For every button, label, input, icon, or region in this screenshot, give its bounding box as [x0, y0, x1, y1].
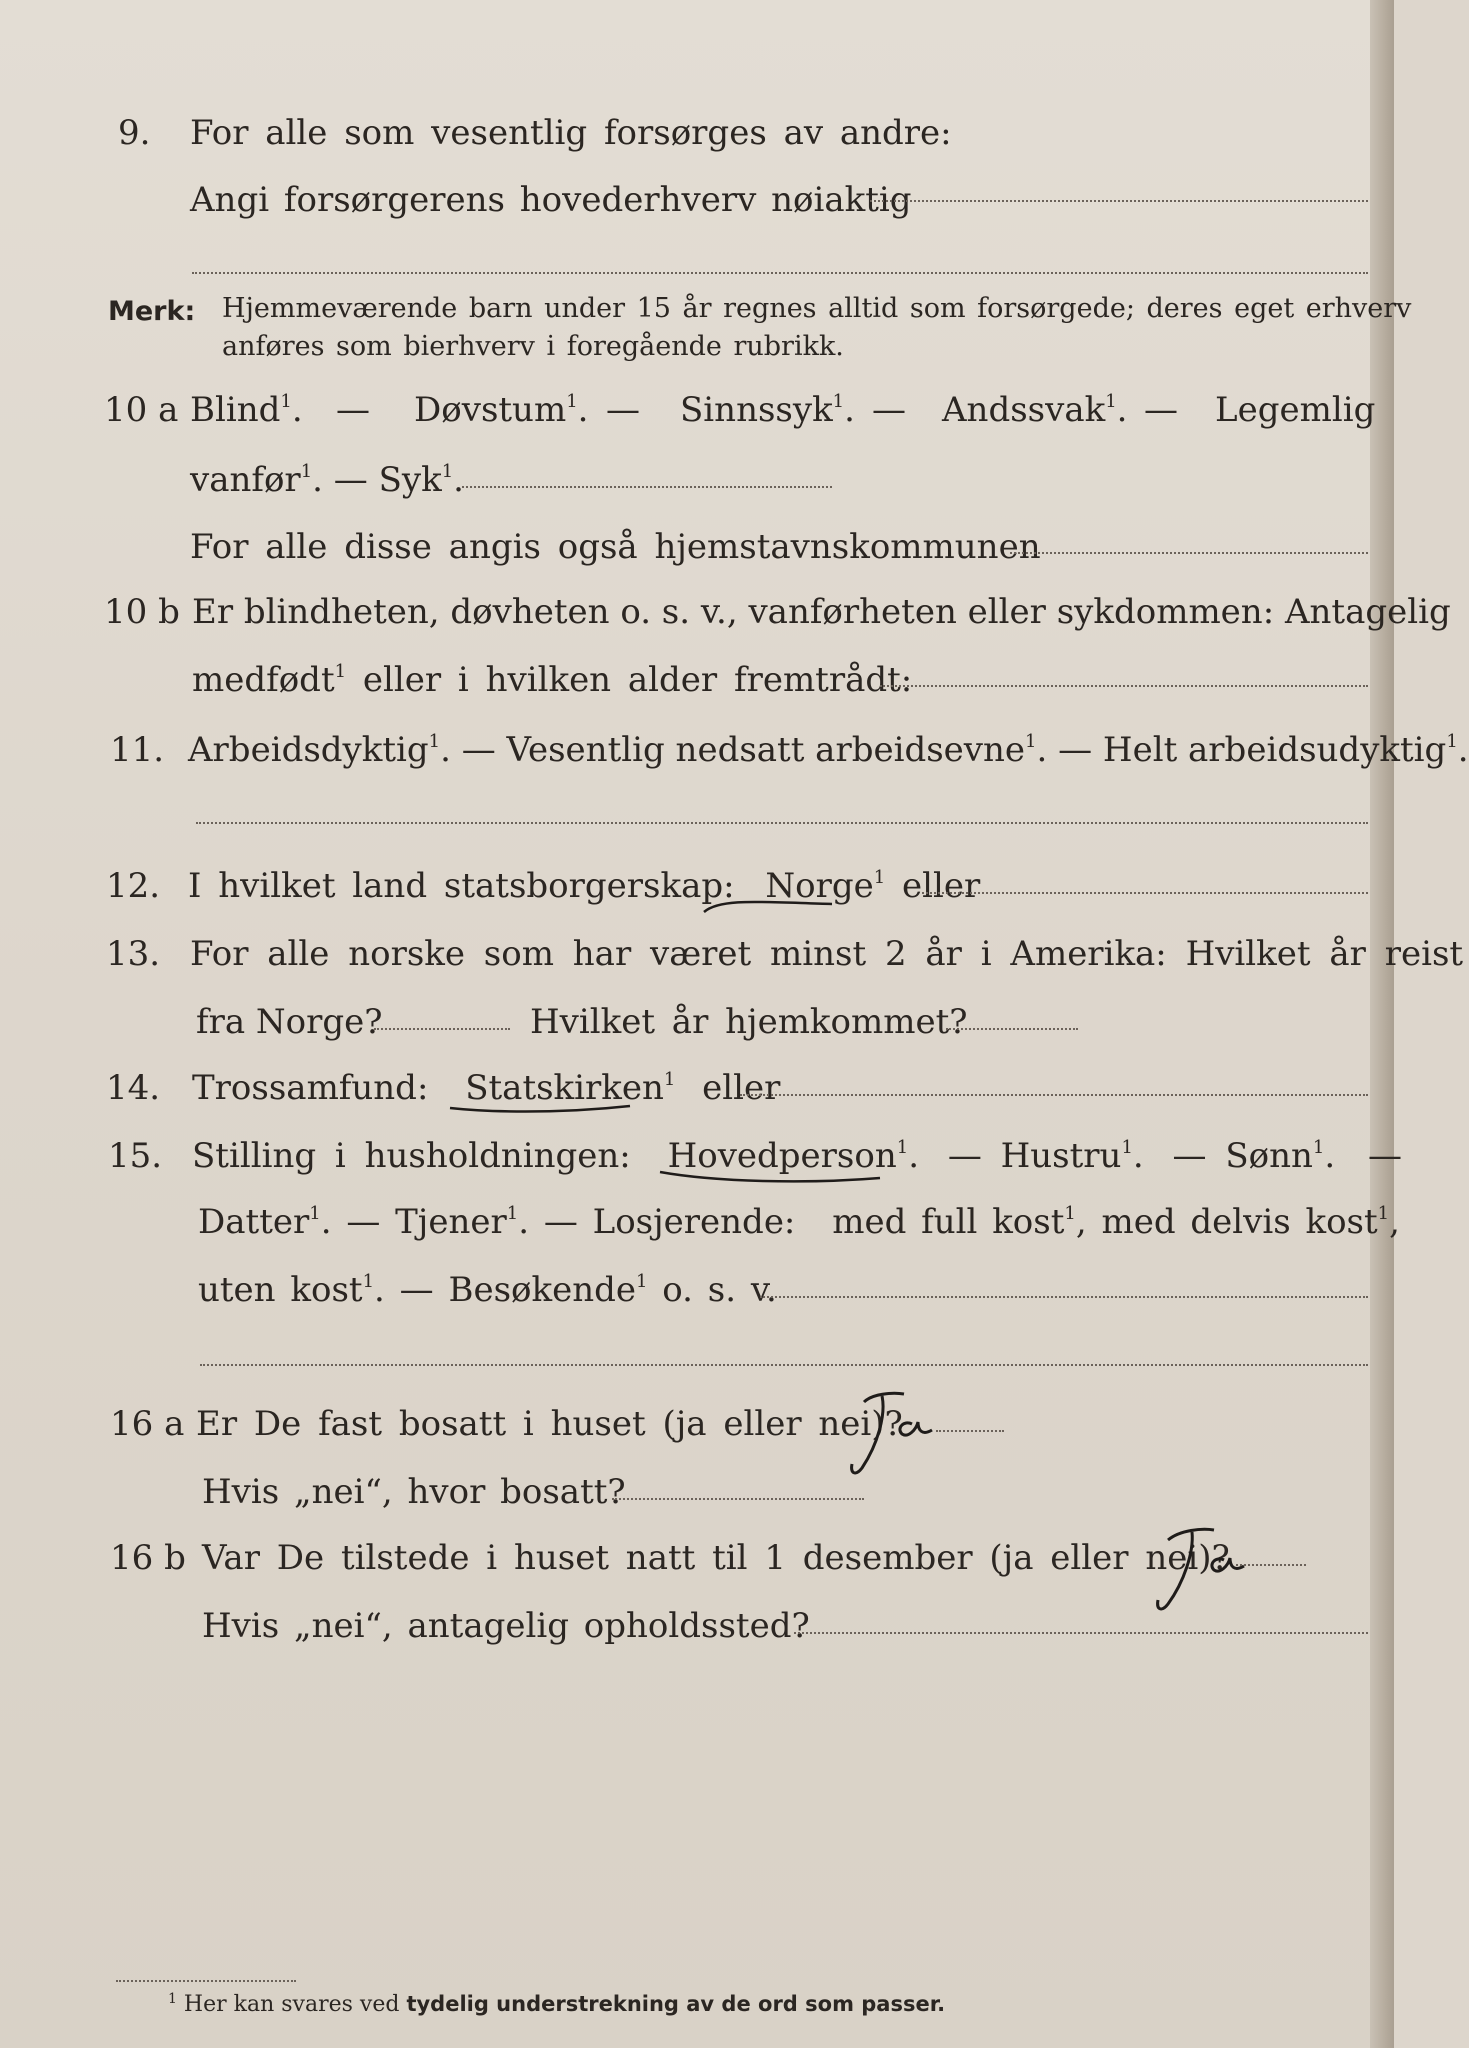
q16b-handwritten-answer — [1148, 1520, 1260, 1620]
q10a-vanfor: vanfør$^1$. — Syk$^1$. — [190, 460, 464, 500]
q11-continuation-line[interactable] — [196, 822, 1368, 824]
merk-label: Merk: — [108, 296, 196, 327]
q10a-legemlig: Legemlig — [1215, 390, 1376, 430]
q10a-dash: — — [606, 390, 640, 430]
q10a-blind: Blind$^1$. — [190, 390, 303, 430]
q13-part2: Hvilket år hjemkommet? — [530, 1002, 968, 1042]
q16b-opholdssted-answer-line[interactable] — [794, 1632, 1368, 1634]
q9-line1: For alle som vesentlig forsørges av andre: — [190, 113, 952, 153]
q13-reist-answer-line[interactable] — [374, 1028, 510, 1030]
q12-line: I hvilket land statsborgerskap: Norge$^1$ eller — [188, 866, 981, 906]
q16a-answer-line[interactable] — [936, 1430, 1004, 1432]
q15-line2: Datter$^1$. — Tjener$^1$. — Losjerende: med full kost$^1$, med delvis kost$^1$, — [198, 1202, 1400, 1242]
q15-number: 15. — [108, 1136, 163, 1176]
q16b-number: 16 b — [110, 1538, 186, 1578]
q10b-line1: Er blindheten, døvheten o. s. v., vanførheten eller sykdommen: Antagelig — [192, 592, 1451, 632]
q10b-line2: medfødt$^1$ eller i hvilken alder fremtrådt: — [192, 660, 913, 700]
q14-underline-stroke — [446, 1090, 636, 1120]
q12-underline-stroke — [700, 888, 840, 918]
q13-hjemkommet-answer-line[interactable] — [946, 1028, 1078, 1030]
q13-part1: fra Norge? — [196, 1002, 383, 1042]
q10b-answer-line[interactable] — [880, 685, 1368, 687]
q16a-number: 16 a — [110, 1404, 185, 1444]
q10a-dash: — — [1144, 390, 1178, 430]
q16b-line1: Var De tilstede i huset natt til 1 desember (ja eller nei)? — [202, 1538, 1230, 1578]
q15-line3: uten kost$^1$. — Besøkende$^1$ o. s. v. — [198, 1270, 777, 1310]
q16a-bosatt-answer-line[interactable] — [612, 1498, 864, 1500]
footnote-divider — [116, 1980, 296, 1982]
q12-norge-underlined: Norge — [765, 866, 874, 906]
q15-answer-line[interactable] — [760, 1296, 1368, 1298]
q9-answer-line[interactable] — [870, 200, 1368, 202]
q10a-dash: — — [872, 390, 906, 430]
q16a-answer-text: Ja — [842, 1384, 843, 1385]
q14-statskirken-underlined: Statskirken — [465, 1068, 664, 1108]
q16b-line2: Hvis „nei“, antagelig opholdssted? — [202, 1606, 810, 1646]
merk-line2: anføres som bierhverv i foregående rubrikk. — [222, 331, 844, 362]
q11-line: Arbeidsdyktig$^1$. — Vesentlig nedsatt arbeidsevne$^1$. — Helt arbeidsudyktig$^1$. — [188, 730, 1469, 770]
q10a-sinnssyk: Sinnssyk$^1$. — [680, 390, 855, 430]
q12-answer-line[interactable] — [922, 892, 1368, 894]
q9-continuation-line[interactable] — [192, 272, 1368, 274]
q15-continuation-line[interactable] — [200, 1364, 1368, 1366]
q14-line: Trossamfund: Statskirken$^1$ eller — [192, 1068, 781, 1108]
q10a-dovstum: Døvstum$^1$. — [414, 390, 589, 430]
merk-line1: Hjemmeværende barn under 15 år regnes alltid som forsørgede; deres eget erhverv — [222, 293, 1412, 324]
q14-number: 14. — [106, 1068, 161, 1108]
q10a-syk-answer-line[interactable] — [462, 486, 832, 488]
q10a-hjemstavn-answer-line[interactable] — [1010, 552, 1368, 554]
q16b-answer-line[interactable] — [1236, 1564, 1306, 1566]
q16a-handwritten-answer — [842, 1384, 954, 1484]
q14-answer-line[interactable] — [740, 1094, 1368, 1096]
q16a-line1: Er De fast bosatt i huset (ja eller nei)? — [196, 1404, 903, 1444]
q10b-number: 10 b — [104, 592, 180, 632]
q10a-andssvak: Andssvak$^1$. — [942, 390, 1128, 430]
q15-underline-stroke — [656, 1160, 886, 1190]
q16a-line2: Hvis „nei“, hvor bosatt? — [202, 1472, 626, 1512]
q12-number: 12. — [106, 866, 161, 906]
q15-line1: Stilling i husholdningen: Hovedperson$^1$. — Hustru$^1$. — Sønn$^1$. — — [192, 1136, 1402, 1176]
q13-number: 13. — [106, 934, 161, 974]
q10a-number: 10 a — [104, 390, 179, 430]
q10a-dash: — — [336, 390, 370, 430]
q10a-line3: For alle disse angis også hjemstavnskommunen — [190, 527, 1041, 567]
q16b-answer-text: Ja — [1148, 1520, 1149, 1521]
q13-line1: For alle norske som har været minst 2 år i Amerika: Hvilket år reist — [190, 934, 1464, 974]
q9-number: 9. — [118, 113, 151, 153]
footnote: $^1$ Her kan svares ved tydelig understrekning av de ord som passer. — [168, 1991, 946, 2017]
q11-number: 11. — [110, 730, 165, 770]
q15-hovedperson-underlined: Hovedperson — [667, 1136, 897, 1176]
q9-line2: Angi forsørgerens hovederhverv nøiaktig — [190, 180, 912, 220]
